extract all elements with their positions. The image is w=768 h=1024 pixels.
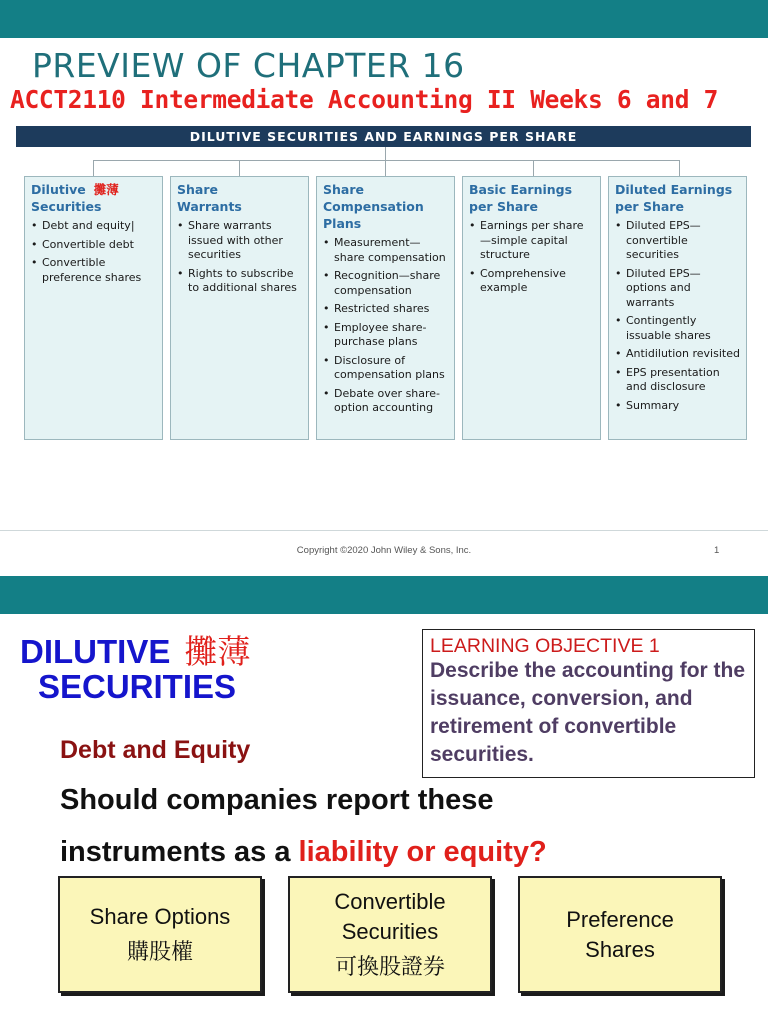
slide-dilutive-securities xyxy=(0,576,768,1024)
slide-title-line2: SECURITIES xyxy=(38,668,237,705)
page-number: 1 xyxy=(714,545,720,556)
topic-item: • Convertible preference shares xyxy=(31,256,156,285)
learning-objective-box xyxy=(422,629,755,778)
slide-header-bar xyxy=(0,0,768,38)
topic-heading: Dilutive 攤薄 Securities xyxy=(31,182,119,214)
topic-item: • Recognition—share compensation xyxy=(323,269,448,298)
topic-item: • Measurement— share compensation xyxy=(323,236,448,265)
topic-share-compensation-plans xyxy=(316,176,455,440)
topic-item: • Convertible debt xyxy=(31,238,156,253)
topic-dilutive-securities xyxy=(24,176,163,440)
box-label: Preference Shares xyxy=(566,906,674,962)
preference-shares-box xyxy=(518,876,722,993)
topic-heading: Diluted Earnings per Share xyxy=(615,182,733,214)
box-label: Share Options xyxy=(89,903,231,929)
share-options-box xyxy=(58,876,262,993)
convertible-securities-box xyxy=(288,876,492,993)
topic-item: • Contingently issuable shares xyxy=(615,314,740,343)
slide-title-line1: DILUTIVE 攤薄 xyxy=(20,633,251,670)
topic-item: • Diluted EPS— options and warrants xyxy=(615,267,740,311)
topic-items xyxy=(323,236,448,416)
topic-basic-eps xyxy=(462,176,601,440)
slide-header-bar xyxy=(0,576,768,614)
copyright-text: Copyright ©2020 John Wiley & Sons, Inc. xyxy=(296,545,472,556)
topic-item: • Antidilution revisited xyxy=(615,347,740,362)
question-line1: Should companies report these xyxy=(60,784,494,816)
topic-items xyxy=(469,219,594,296)
topic-item: • EPS presentation and disclosure xyxy=(615,366,740,395)
topic-item: • Share warrants issued with other securities xyxy=(177,219,302,263)
topic-diluted-eps xyxy=(608,176,747,440)
topic-share-warrants xyxy=(170,176,309,440)
topic-item: • Earnings per share—simple capital structure xyxy=(469,219,594,263)
topic-items xyxy=(177,219,302,296)
topic-item: • Diluted EPS— convertible securities xyxy=(615,219,740,263)
footer-divider xyxy=(0,530,768,531)
topic-item: • Disclosure of compensation plans xyxy=(323,354,448,383)
topic-heading: Share Warrants xyxy=(177,182,242,214)
topic-items xyxy=(615,219,740,413)
course-subtitle: ACCT2110 Intermediate Accounting II Weeks 6 and 7 xyxy=(10,85,719,114)
topic-item: • Debate over share-option accounting xyxy=(323,387,448,416)
question-line2: instruments as a liability or equity? xyxy=(60,836,547,868)
topic-item: • Debt and equity| xyxy=(31,219,156,234)
topic-items xyxy=(31,219,156,285)
section-heading: Debt and Equity xyxy=(60,736,251,764)
learning-objective-text: Describe the accounting for the issuance, conversion, and retirement of convertible securities. xyxy=(430,659,746,766)
topic-item: • Rights to subscribe to additional shares xyxy=(177,267,302,296)
chapter-banner: DILUTIVE SECURITIES AND EARNINGS PER SHARE xyxy=(16,126,751,147)
topic-heading: Basic Earnings per Share xyxy=(469,182,573,214)
box-label-zh: 購股權 xyxy=(126,938,193,964)
topic-item: • Employee share-purchase plans xyxy=(323,321,448,350)
topic-item: • Comprehensive example xyxy=(469,267,594,296)
topic-item: • Restricted shares xyxy=(323,302,448,317)
learning-objective-heading: LEARNING OBJECTIVE 1 xyxy=(430,635,660,657)
slide-title: PREVIEW OF CHAPTER 16 xyxy=(32,46,465,85)
box-label-zh: 可換股證券 xyxy=(334,953,445,979)
box-label: Convertible Securities xyxy=(334,888,446,944)
topic-item: • Summary xyxy=(615,399,740,414)
topic-heading: Share Compensation Plans xyxy=(323,182,424,231)
